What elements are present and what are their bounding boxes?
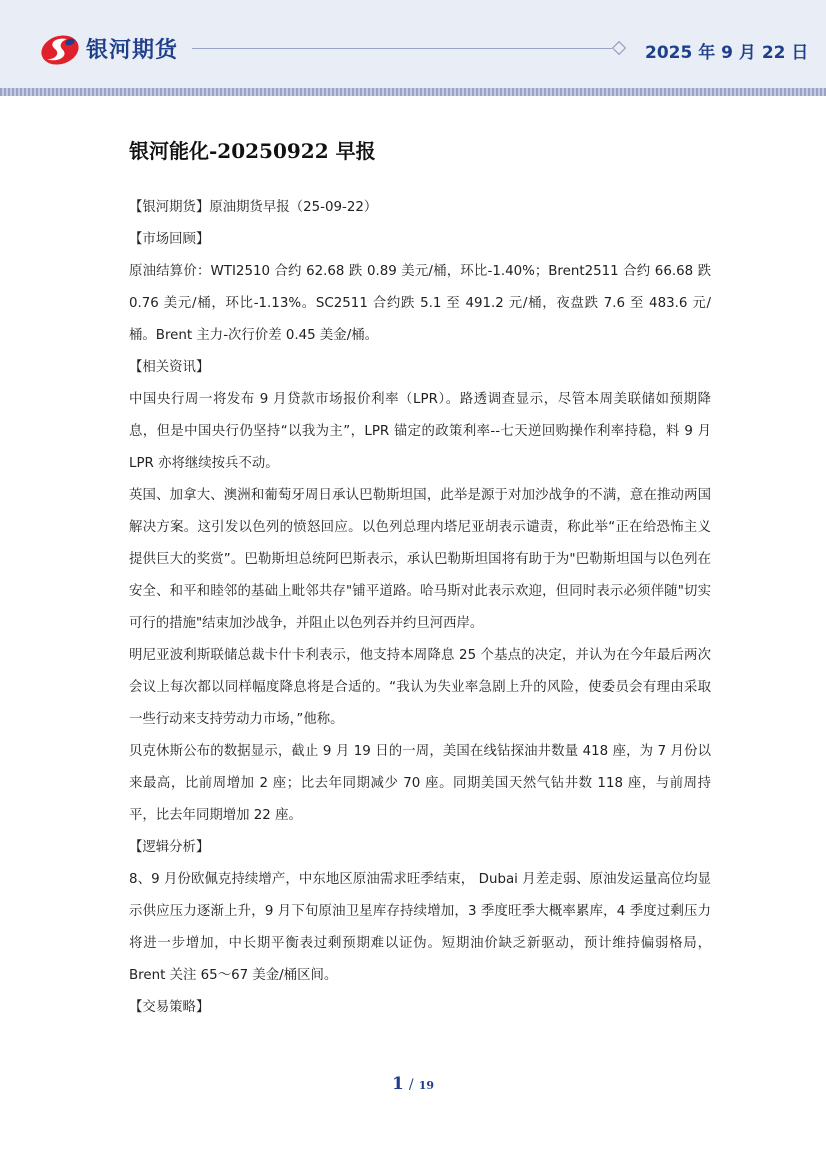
logic-analysis-paragraph: 8、9 月份欧佩克持续增产，中东地区原油需求旺季结束， Dubai 月差走弱、原油发运量高位均显示供应压力逐渐上升，9 月下旬原油卫星库存持续增加，3 季度旺季大概率累库，4 季度过剩压力将进一步增加，中长期平衡表过剩预期难以证伪。短期油价缺乏新驱动，预计维持偏弱格局，Brent 关注 65～67 美金/桶区间。 xyxy=(129,872,711,983)
page-number-total: 19 xyxy=(418,1079,435,1092)
report-title: 银河能化-20250922 早报 xyxy=(129,139,376,163)
section-heading-trading-strategy: 【交易策略】 xyxy=(129,1000,210,1015)
report-date: 2025 年 9 月 22 日 xyxy=(645,43,809,63)
section-heading-logic-analysis: 【逻辑分析】 xyxy=(129,840,210,855)
header-stripe xyxy=(0,88,826,96)
news-paragraph-lpr: 中国央行周一将发布 9 月贷款市场报价利率（LPR）。路透调查显示，尽管本周美联储如预期降息，但是中国央行仍坚持“以我为主”，LPR 锚定的政策利率--七天逆回购操作利率持稳，料 9 月 LPR 亦将继续按兵不动。 xyxy=(129,392,711,471)
market-review-paragraph: 原油结算价：WTI2510 合约 62.68 跌 0.89 美元/桶，环比-1.40%；Brent2511 合约 66.68 跌 0.76 美元/桶，环比-1.13%。SC2511 合约跌 5.1 至 491.2 元/桶，夜盘跌 7.6 至 483.6 元/桶。Brent 主力-次行价差 0.45 美金/桶。 xyxy=(129,264,711,343)
section-heading-market-review: 【市场回顾】 xyxy=(129,232,210,247)
header-divider-line xyxy=(192,48,612,49)
page-number-current: 1 xyxy=(391,1074,404,1094)
news-paragraph-fed: 明尼亚波利斯联储总裁卡什卡利表示，他支持本周降息 25 个基点的决定，并认为在今年最后两次会议上每次都以同样幅度降息将是合适的。“我认为失业率急剧上升的风险，使委员会有理由采取一些行动来支持劳动力市场，”他称。 xyxy=(129,648,711,727)
page-number-separator: / xyxy=(408,1077,414,1093)
report-body xyxy=(129,192,711,1024)
news-paragraph-palestine: 英国、加拿大、澳洲和葡萄牙周日承认巴勒斯坦国，此举是源于对加沙战争的不满，意在推动两国解决方案。这引发以色列的愤怒回应。以色列总理内塔尼亚胡表示谴责，称此举“正在给恐怖主义提供巨大的奖赏”。巴勒斯坦总统阿巴斯表示，承认巴勒斯坦国将有助于为"巴勒斯坦国与以色列在安全、和平和睦邻的基础上毗邻共存"铺平道路。哈马斯对此表示欢迎，但同时表示必须伴随"切实可行的措施"结束加沙战争，并阻止以色列吞并约旦河西岸。 xyxy=(129,488,711,631)
news-paragraph-rig-count: 贝克休斯公布的数据显示，截止 9 月 19 日的一周，美国在线钻探油井数量 418 座，为 7 月份以来最高，比前周增加 2 座；比去年同期减少 70 座。同期美国天然气钻井数 118 座，与前周持平，比去年同期增加 22 座。 xyxy=(129,744,711,823)
section-heading-related-news: 【相关资讯】 xyxy=(129,360,210,375)
page-number xyxy=(0,1074,826,1094)
brand-name: 银河期货 xyxy=(86,38,179,63)
report-source-line: 【银河期货】原油期货早报（25-09-22） xyxy=(129,200,378,215)
galaxy-logo-icon xyxy=(40,32,80,66)
